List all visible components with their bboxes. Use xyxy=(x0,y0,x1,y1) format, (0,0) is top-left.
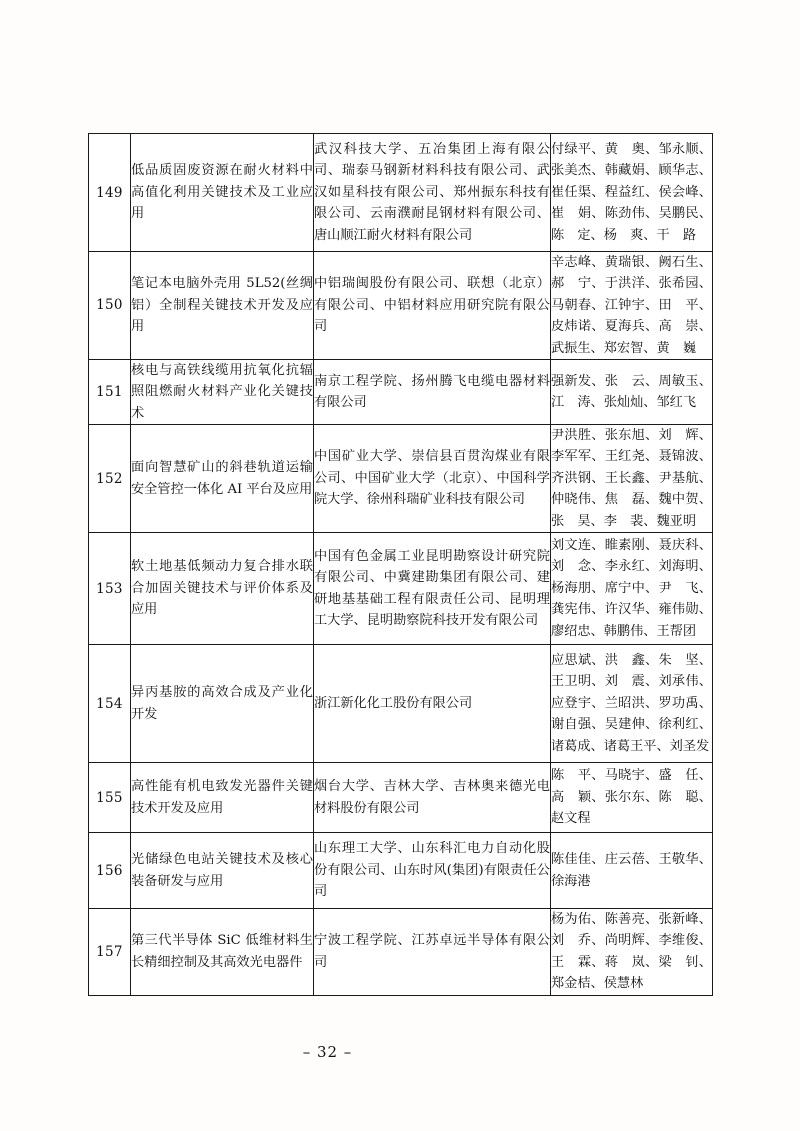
row-index: 153 xyxy=(89,533,131,645)
row-index: 150 xyxy=(89,252,131,360)
project-units: 浙江新化化工股份有限公司 xyxy=(314,645,551,763)
row-index: 151 xyxy=(89,359,131,424)
table-row xyxy=(89,252,713,360)
row-index: 155 xyxy=(89,763,131,833)
project-units: 中国有色金属工业昆明勘察设计研究院有限公司、中冀建勘集团有限公司、建研地基基础工程有限责任公司、昆明理工大学、昆明勘察院科技开发有限公司 xyxy=(314,533,551,645)
project-title: 低品质固废资源在耐火材料中高值化利用关键技术及工业应用 xyxy=(131,134,314,252)
award-projects-table xyxy=(88,133,713,996)
page-footer xyxy=(0,1043,800,1061)
row-index: 157 xyxy=(89,909,131,996)
table-row xyxy=(89,134,713,252)
project-units: 中国矿业大学、崇信县百贯沟煤业有限公司、中国矿业大学（北京）、中国科学院大学、徐州科瑞矿业科技有限公司 xyxy=(314,425,551,533)
project-units: 烟台大学、吉林大学、吉林奥来德光电材料股份有限公司 xyxy=(314,763,551,833)
table-row xyxy=(89,763,713,833)
table-row xyxy=(89,909,713,996)
project-title: 异丙基胺的高效合成及产业化开发 xyxy=(131,645,314,763)
project-title: 软土地基低频动力复合排水联合加固关键技术与评价体系及应用 xyxy=(131,533,314,645)
project-people: 陈佳佳、庄云蓓、王敬华、徐海港 xyxy=(551,833,713,909)
project-title: 高性能有机电致发光器件关键技术开发及应用 xyxy=(131,763,314,833)
project-units: 宁波工程学院、江苏卓远半导体有限公司 xyxy=(314,909,551,996)
project-people: 应思斌、洪 鑫、朱 坚、王卫明、刘 震、刘承伟、应登宇、兰昭洪、罗功禹、谢自强、吴建伸、徐利红、诸葛成、诸葛王平、刘圣发 xyxy=(551,645,713,763)
project-people: 辛志峰、黄瑞银、阙石生、郝 宁、于洪洋、张希园、马朝春、江钟宇、田 平、皮炜诺、夏海兵、高 崇、武振生、郑宏智、黄 巍 xyxy=(551,252,713,360)
project-title: 第三代半导体 SiC 低维材料生长精细控制及其高效光电器件 xyxy=(131,909,314,996)
table-body xyxy=(89,134,713,996)
project-people: 尹洪胜、张东旭、刘 辉、李军军、王红尧、聂锦波、齐洪钢、王长鑫、尹基航、仲晓伟、焦 磊、魏中贺、张 昊、李 裴、魏亚明 xyxy=(551,425,713,533)
row-index: 149 xyxy=(89,134,131,252)
row-index: 152 xyxy=(89,425,131,533)
project-people: 刘文连、睢素刚、聂庆科、刘 念、李永红、刘海明、杨海朋、席宁中、尹 飞、龚宪伟、许汉华、雍伟勋、廖绍忠、韩鹏伟、王帮团 xyxy=(551,533,713,645)
table-row xyxy=(89,533,713,645)
project-units: 中铝瑞闽股份有限公司、联想（北京）有限公司、中铝材料应用研究院有限公司 xyxy=(314,252,551,360)
project-units: 武汉科技大学、五冶集团上海有限公司、瑞泰马钢新材料科技有限公司、武汉如星科技有限公司、郑州振东科技有限公司、云南濮耐昆钢材料有限公司、唐山顺江耐火材料有限公司 xyxy=(314,134,551,252)
table-row xyxy=(89,425,713,533)
row-index: 154 xyxy=(89,645,131,763)
project-people: 付绿平、黄 奥、邹永顺、张美杰、韩藏娟、顾华志、崔任渠、程益红、侯会峰、崔 娟、陈劲伟、吴鹏民、陈 定、杨 爽、干 路 xyxy=(551,134,713,252)
project-units: 山东理工大学、山东科汇电力自动化股份有限公司、山东时风(集团)有限责任公司 xyxy=(314,833,551,909)
project-units: 南京工程学院、扬州腾飞电缆电器材料有限公司 xyxy=(314,359,551,424)
table-row xyxy=(89,833,713,909)
row-index: 156 xyxy=(89,833,131,909)
project-people: 强新发、张 云、周敏玉、江 涛、张灿灿、邹红飞 xyxy=(551,359,713,424)
project-people: 陈 平、马晓宇、盛 任、高 颖、张尔东、陈 聪、赵文程 xyxy=(551,763,713,833)
project-title: 笔记本电脑外壳用 5L52(丝绸铝）全制程关键技术开发及应用 xyxy=(131,252,314,360)
project-title: 光储绿色电站关键技术及核心装备研发与应用 xyxy=(131,833,314,909)
project-title: 核电与高铁线缆用抗氧化抗辐照阻燃耐火材料产业化关键技术 xyxy=(131,359,314,424)
table-row xyxy=(89,359,713,424)
page-number: – 32 – xyxy=(302,1043,353,1061)
table-row xyxy=(89,645,713,763)
project-title: 面向智慧矿山的斜巷轨道运输安全管控一体化 AI 平台及应用 xyxy=(131,425,314,533)
project-people: 杨为佑、陈善亮、张新峰、刘 乔、尚明辉、李维俊、王 霖、蒋 岚、梁 钊、郑金桔、侯慧林 xyxy=(551,909,713,996)
